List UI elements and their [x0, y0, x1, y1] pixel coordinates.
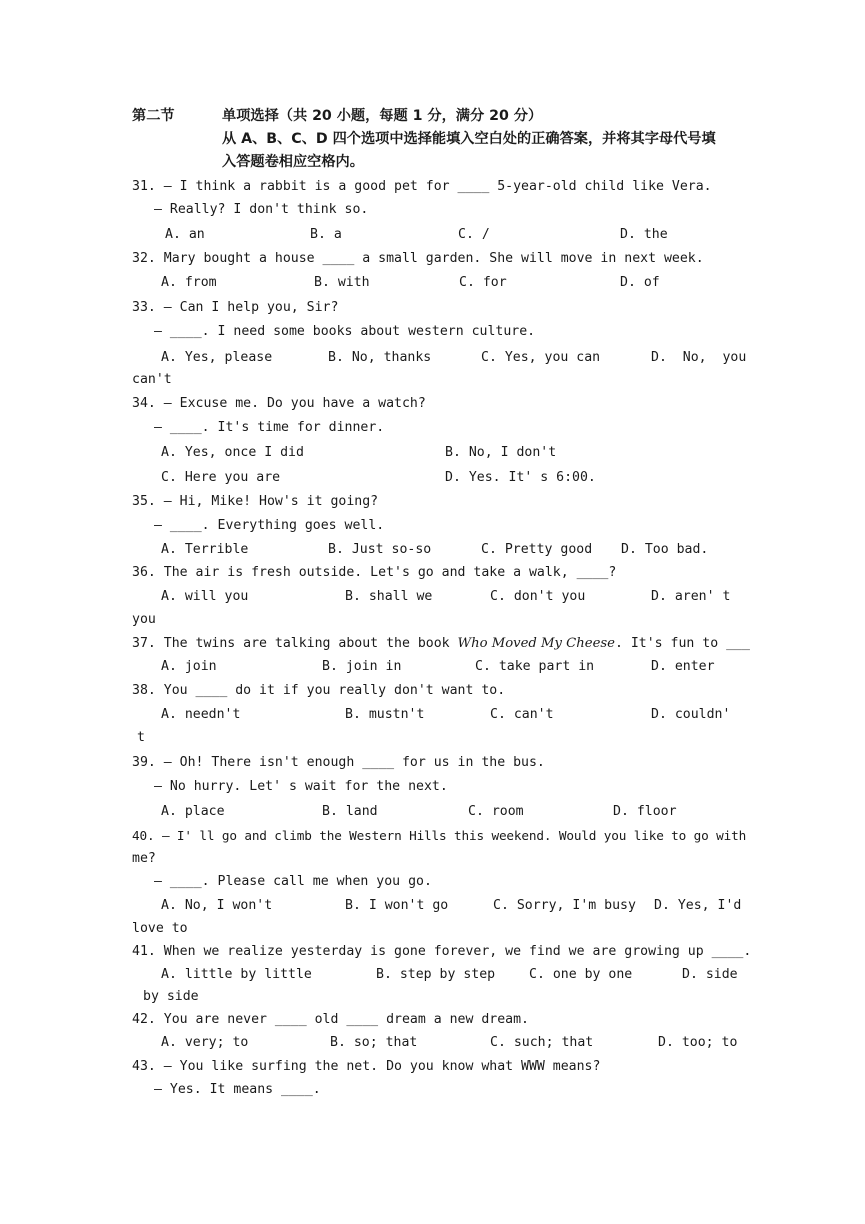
question-43-reply: — Yes. It means ____. — [154, 1082, 321, 1097]
section-instruction-line2: 入答题卷相应空格内。 — [222, 154, 364, 170]
question-40-stem-continued: me? — [132, 851, 156, 866]
question-35-reply: — ____. Everything goes well. — [154, 518, 385, 533]
question-32-option-c: C. for — [459, 275, 507, 290]
question-41-option-b: B. step by step — [376, 967, 496, 982]
question-41-option-d: D. side — [682, 967, 738, 982]
question-31-option-b: B. a — [310, 227, 342, 242]
question-32-option-b: B. with — [314, 275, 370, 290]
question-36-option-b: B. shall we — [345, 589, 433, 604]
question-37-option-d: D. enter — [651, 659, 715, 674]
question-34-option-c: C. Here you are — [161, 470, 281, 485]
question-40-reply: — ____. Please call me when you go. — [154, 874, 432, 889]
question-42-option-d: D. too; to — [658, 1035, 738, 1050]
question-33-option-d-continued: can't — [132, 372, 172, 387]
question-33-option-d: D. No, you — [651, 350, 747, 365]
question-39-option-a: A. place — [161, 804, 225, 819]
question-37-option-a: A. join — [161, 659, 217, 674]
question-36-option-c: C. don't you — [490, 589, 586, 604]
question-39-option-c: C. room — [468, 804, 524, 819]
section-title: 单项选择（共 20 小题，每题 1 分，满分 20 分） — [222, 108, 543, 124]
question-37-stem-start: 37. The twins are talking about the book — [132, 636, 458, 651]
question-32-stem: 32. Mary bought a house ____ a small garden. She will move in next week. — [132, 251, 704, 266]
question-38-option-c: C. can't — [490, 707, 554, 722]
question-35-option-c: C. Pretty good — [481, 542, 593, 557]
question-40-option-c: C. Sorry, I'm busy — [493, 898, 636, 913]
question-33-option-b: B. No, thanks — [328, 350, 432, 365]
question-31-option-d: D. the — [620, 227, 668, 242]
question-42-option-b: B. so; that — [330, 1035, 418, 1050]
question-34-option-b: B. No, I don't — [445, 445, 557, 460]
question-36-option-d-continued: you — [132, 612, 156, 627]
question-42-option-a: A. very; to — [161, 1035, 249, 1050]
question-31-stem: 31. — I think a rabbit is a good pet for ____ 5-year-old child like Vera. — [132, 179, 712, 194]
question-33-option-a: A. Yes, please — [161, 350, 273, 365]
question-36-stem: 36. The air is fresh outside. Let's go and take a walk, ____? — [132, 565, 617, 580]
question-38-option-d: D. couldn' — [651, 707, 731, 722]
question-41-option-d-continued: by side — [143, 989, 199, 1004]
question-43-stem: 43. — You like surfing the net. Do you know what WWW means? — [132, 1059, 601, 1074]
question-35-option-b: B. Just so-so — [328, 542, 432, 557]
question-41-option-a: A. little by little — [161, 967, 312, 982]
question-41-stem: 41. When we realize yesterday is gone forever, we find we are growing up ____. — [132, 944, 752, 959]
section-label: 第二节 — [132, 108, 175, 124]
question-33-reply: — ____. I need some books about western culture. — [154, 324, 536, 339]
question-42-option-c: C. such; that — [490, 1035, 594, 1050]
question-33-stem: 33. — Can I help you, Sir? — [132, 300, 339, 315]
question-37-option-c: C. take part in — [475, 659, 595, 674]
question-34-option-a: A. Yes, once I did — [161, 445, 304, 460]
question-39-option-d: D. floor — [613, 804, 677, 819]
question-38-stem: 38. You ____ do it if you really don't want to. — [132, 683, 506, 698]
question-35-stem: 35. — Hi, Mike! How's it going? — [132, 494, 379, 509]
question-39-option-b: B. land — [322, 804, 378, 819]
question-31-reply: — Really? I don't think so. — [154, 202, 369, 217]
question-34-stem: 34. — Excuse me. Do you have a watch? — [132, 396, 426, 411]
question-40-option-d: D. Yes, I'd — [654, 898, 742, 913]
question-40-option-d-continued: love to — [132, 921, 188, 936]
question-35-option-a: A. Terrible — [161, 542, 249, 557]
question-36-option-a: A. will you — [161, 589, 249, 604]
question-42-stem: 42. You are never ____ old ____ dream a new dream. — [132, 1012, 529, 1027]
section-instruction-line1: 从 A、B、C、D 四个选项中选择能填入空白处的正确答案，并将其字母代号填 — [222, 131, 716, 147]
question-38-option-a: A. needn't — [161, 707, 241, 722]
question-37-book-title: Who Moved My Cheese — [457, 636, 615, 651]
question-40-option-a: A. No, I won't — [161, 898, 273, 913]
question-41-option-c: C. one by one — [529, 967, 633, 982]
question-37-stem — [132, 636, 750, 652]
question-32-option-a: A. from — [161, 275, 217, 290]
question-34-reply: — ____. It's time for dinner. — [154, 420, 385, 435]
question-39-stem: 39. — Oh! There isn't enough ____ for us in the bus. — [132, 755, 545, 770]
question-40-option-b: B. I won't go — [345, 898, 449, 913]
question-36-option-d: D. aren' t — [651, 589, 731, 604]
question-38-option-d-continued: t — [137, 730, 145, 745]
question-37-option-b: B. join in — [322, 659, 402, 674]
question-32-option-d: D. of — [620, 275, 660, 290]
question-39-reply: — No hurry. Let' s wait for the next. — [154, 779, 448, 794]
question-37-stem-end: . It's fun to ___ — [614, 636, 750, 651]
question-33-option-c: C. Yes, you can — [481, 350, 601, 365]
question-31-option-c: C. / — [458, 227, 490, 242]
question-40-stem: 40. — I' ll go and climb the Western Hills this weekend. Would you like to go with — [132, 828, 747, 843]
question-31-option-a: A. an — [165, 227, 205, 242]
question-38-option-b: B. mustn't — [345, 707, 425, 722]
question-34-option-d: D. Yes. It' s 6:00. — [445, 470, 596, 485]
question-35-option-d: D. Too bad. — [621, 542, 709, 557]
